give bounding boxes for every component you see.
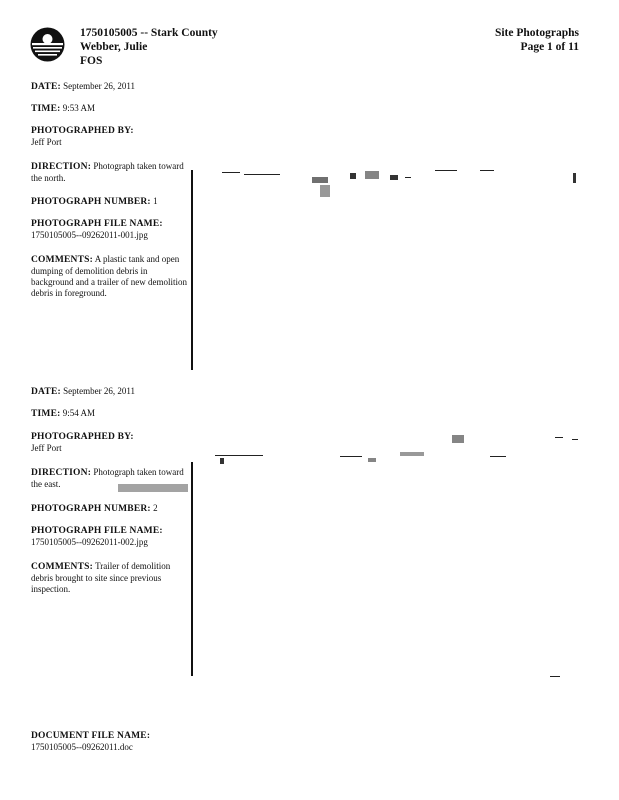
document-file-name — [31, 731, 231, 753]
photographed-by-value: Jeff Port — [31, 137, 62, 147]
photo2-image — [200, 432, 590, 682]
photo-number-label: PHOTOGRAPH NUMBER: — [31, 504, 151, 514]
photo1-time — [31, 103, 191, 115]
photo2-comments — [31, 561, 189, 595]
photo-number-value: 1 — [153, 196, 158, 206]
date-value: September 26, 2011 — [63, 386, 136, 396]
file-name-label: PHOTOGRAPH FILE NAME: — [31, 526, 163, 536]
direction-label: DIRECTION: — [31, 468, 92, 478]
photo-number-label: PHOTOGRAPH NUMBER: — [31, 197, 151, 207]
comments-label: COMMENTS: — [31, 255, 93, 265]
comments-value: Trailer of demolition debris brought to site since previous inspection. — [31, 561, 171, 594]
photographed-by-label: PHOTOGRAPHED BY: — [31, 126, 134, 136]
photo2-file-name — [31, 526, 191, 548]
photo2-photographer — [31, 432, 191, 454]
direction-label: DIRECTION: — [31, 162, 92, 172]
photographed-by-label: PHOTOGRAPHED BY: — [31, 432, 134, 442]
header-right — [495, 26, 579, 54]
photo1-photographer — [31, 126, 191, 148]
photo1-date — [31, 81, 191, 93]
agency-logo-icon — [29, 26, 66, 63]
doc-file-name-label: DOCUMENT FILE NAME: — [31, 731, 151, 741]
time-value: 9:53 AM — [62, 103, 96, 113]
photo1-file-name — [31, 219, 191, 241]
file-name-value: 1750105005--09262011-002.jpg — [31, 537, 148, 547]
header-doc-title: Site Photographs — [494, 27, 579, 39]
file-name-value: 1750105005--09262011-001.jpg — [31, 230, 148, 240]
photo1-image — [200, 165, 590, 365]
time-value: 9:54 AM — [62, 408, 96, 418]
date-value: September 26, 2011 — [63, 81, 136, 91]
photo1-comments — [31, 254, 189, 299]
header-page-number: Page 1 of 11 — [520, 41, 579, 53]
photographed-by-value: Jeff Port — [31, 443, 62, 453]
photo2-time — [31, 408, 191, 420]
doc-file-name-value: 1750105005--09262011.doc — [31, 742, 133, 752]
photo2-frame-border — [191, 462, 193, 676]
header-left — [80, 26, 218, 68]
photo2-date — [31, 386, 191, 398]
photo2-number — [31, 503, 191, 515]
comments-value: A plastic tank and open dumping of demolition debris in background and a trailer of new demolition debris in foreground. — [31, 254, 187, 298]
time-label: TIME: — [31, 409, 61, 419]
photo1-number — [31, 196, 191, 208]
header-role: FOS — [80, 55, 103, 67]
header-facility-id: 1750105005 -- Stark County — [80, 27, 218, 39]
header-inspector: Webber, Julie — [80, 41, 148, 53]
photo-number-value: 2 — [153, 503, 158, 513]
time-label: TIME: — [31, 104, 61, 114]
direction-value: Photograph taken toward the north. — [31, 161, 184, 183]
photo1-frame-border — [191, 170, 193, 370]
file-name-label: PHOTOGRAPH FILE NAME: — [31, 219, 163, 229]
date-label: DATE: — [31, 82, 61, 92]
date-label: DATE: — [31, 387, 61, 397]
photo1-direction — [31, 161, 189, 184]
direction-value: Photograph taken toward the east. — [31, 467, 184, 489]
comments-label: COMMENTS: — [31, 562, 93, 572]
